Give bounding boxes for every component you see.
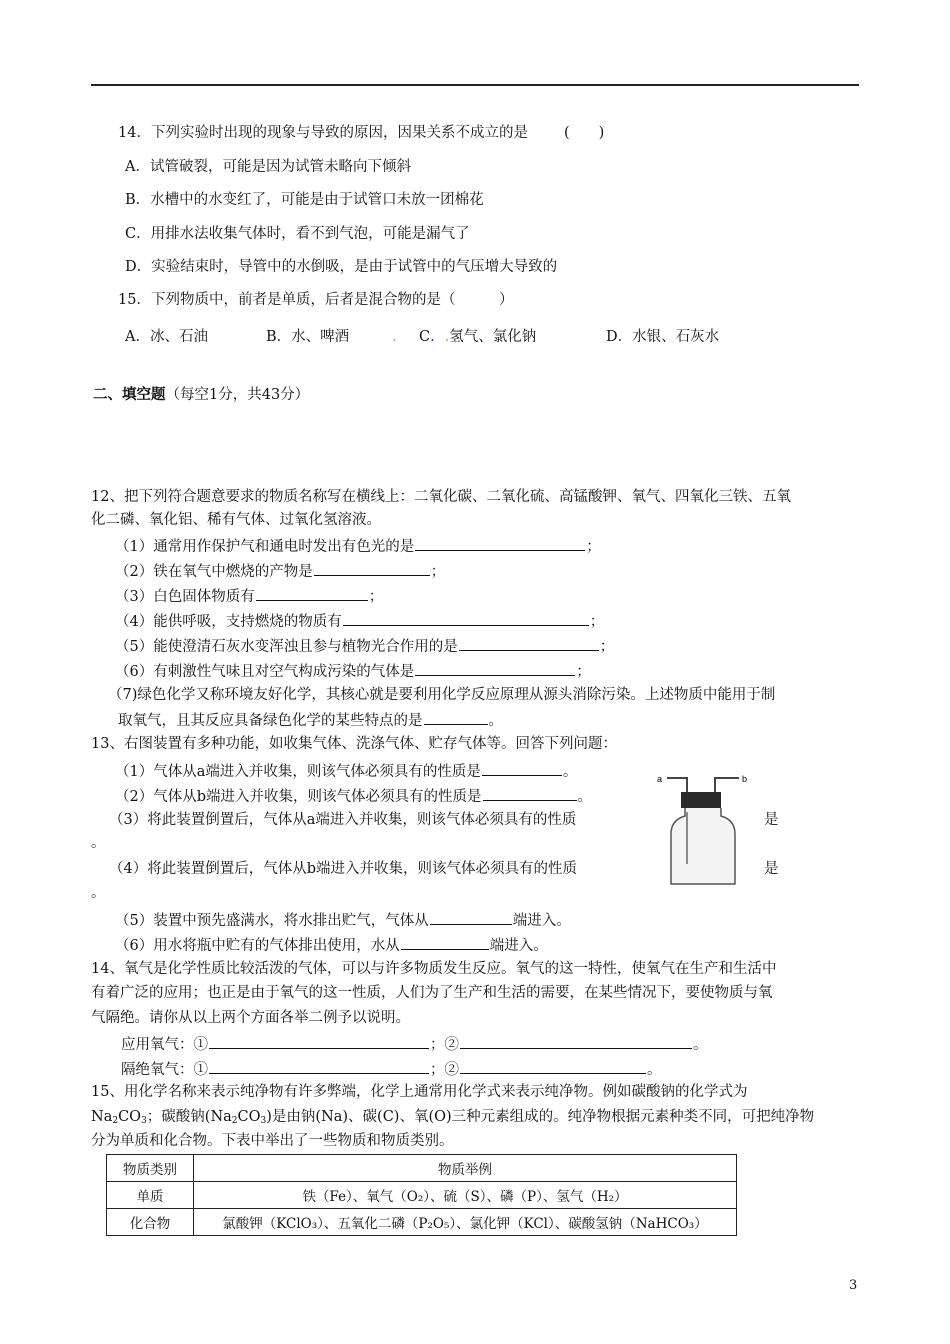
- answer-blank[interactable]: [430, 909, 512, 925]
- page-number: 3: [849, 1278, 858, 1293]
- mc-q15-dot: .: [392, 329, 397, 345]
- answer-blank[interactable]: [424, 709, 488, 725]
- port-a-label: a: [657, 774, 663, 784]
- stopper: [681, 792, 721, 808]
- header-rule: [91, 84, 859, 86]
- answer-blank[interactable]: [256, 585, 368, 601]
- q13-item-3: （3）将此装置倒置后，气体从a端进入并收集，则该气体必须具有的性质: [109, 812, 577, 828]
- mc-q15-option-b: B．水、啤酒: [266, 329, 350, 345]
- substance-category-table: [106, 1154, 737, 1236]
- q12-item-7-line2: 取氧气，且其反应具备绿色化学的某些特点的是 。: [118, 709, 503, 731]
- mc-q14-stem: 14．下列实验时出现的现象与导致的原因，因果关系不成立的是 ( ): [118, 125, 605, 141]
- answer-blank[interactable]: [209, 1033, 429, 1049]
- q12-stem-line1: 12、把下列符合题意要求的物质名称写在横线上：二氧化碳、二氧化硫、高锰酸钾、氧气、四氧化三铁、五氧: [91, 489, 791, 505]
- q12-item-3: （3）白色固体物质有 ；: [115, 585, 383, 607]
- table-header-row: [107, 1155, 737, 1182]
- answer-blank[interactable]: [482, 760, 562, 776]
- q13-item-5: （5）装置中预先盛满水，将水排出贮气，气体从 端进入。: [115, 909, 571, 931]
- mc-q15-option-a: A．冰、石油: [125, 329, 208, 345]
- answer-blank[interactable]: [459, 635, 599, 651]
- table-header-cell: 物质举例: [194, 1155, 737, 1182]
- q15-stem-line3: 分为单质和化合物。下表中举出了一些物质和物质类别。: [91, 1133, 454, 1149]
- q12-item-5: （5）能使澄清石灰水变浑浊且参与植物光合作用的是 ；: [115, 635, 614, 657]
- table-row: [107, 1182, 737, 1209]
- q13-item-6: （6）用水将瓶中贮有的气体排出使用，水从 端进入。: [115, 934, 548, 956]
- q14-apply-line: 应用氧气：① ；② 。: [121, 1033, 708, 1055]
- q13-item-4: （4）将此装置倒置后，气体从b端进入并收集，则该气体必须具有的性质: [109, 861, 578, 877]
- mc-q14-option-a: A．试管破裂，可能是因为试管未略向下倾斜: [125, 159, 411, 175]
- mc-q15-option-d: D．水银、石灰水: [606, 329, 720, 345]
- q14-stem-line2: 有着广泛的应用；也正是由于氧气的这一性质，人们为了生产和生活的需要，在某些情况下，要使物质与氧: [91, 985, 773, 1001]
- mc-q15-stem: 15．下列物质中，前者是单质，后者是混合物的是（ ）: [118, 292, 514, 308]
- answer-blank[interactable]: [401, 934, 489, 950]
- q12-item-7-line1: （7)绿色化学又称环境友好化学，其核心就是要利用化学反应原理从源头消除污染。上述物质中能用于制: [108, 687, 776, 703]
- table-cell: 单质: [107, 1182, 194, 1209]
- answer-blank[interactable]: [483, 785, 577, 801]
- q13-item-4-is: 是: [764, 861, 779, 877]
- q13-item-4-end: 。: [91, 885, 106, 901]
- section-title: 二、填空题（每空1分，共43分）: [93, 386, 310, 403]
- gas-bottle-figure: [655, 772, 751, 888]
- answer-blank[interactable]: [460, 1058, 646, 1074]
- answer-blank[interactable]: [343, 610, 589, 626]
- q14-stem-line3: 气隔绝。请你从以上两个方面各举二例予以说明。: [91, 1010, 410, 1026]
- q12-stem-line2: 化二磷、氧化铝、稀有气体、过氧化氢溶液。: [91, 512, 381, 528]
- bottle-body: [671, 808, 735, 884]
- q14-isolate-line: 隔绝氧气：① ；② 。: [121, 1058, 662, 1080]
- answer-blank[interactable]: [209, 1058, 429, 1074]
- mc-q14-option-b: B．水槽中的水变红了，可能是由于试管口未放一团棉花: [125, 192, 484, 208]
- table-header-cell: 物质类别: [107, 1155, 194, 1182]
- table-cell: 铁（Fe）、氧气（O₂）、硫（S）、磷（P）、氢气（H₂）: [194, 1182, 737, 1209]
- q15-stem-line1: 15、用化学名称来表示纯净物有许多弊端，化学上通常用化学式来表示纯净物。例如碳酸钠的化学式为: [91, 1084, 748, 1100]
- q13-item-2: （2）气体从b端进入并收集，则该气体必须具有的性质是 。: [115, 785, 592, 807]
- q12-item-1: （1）通常用作保护气和通电时发出有色光的是 ；: [115, 535, 601, 557]
- mc-q15-option-c: C．.氢气、氯化钠: [419, 329, 537, 345]
- mc-q14-option-c: C．用排水法收集气体时，看不到气泡，可能是漏气了: [125, 226, 470, 242]
- answer-blank[interactable]: [415, 535, 585, 551]
- port-b-label: b: [742, 774, 748, 784]
- answer-blank[interactable]: [314, 560, 430, 576]
- q13-item-3-end: 。: [91, 835, 106, 851]
- table-cell: 化合物: [107, 1209, 194, 1236]
- table-cell: 氯酸钾（KClO₃）、五氧化二磷（P₂O₅）、氯化钾（KCl）、碳酸氢钠（NaHCO₃）: [194, 1209, 737, 1236]
- q15-stem-line2: $Na_2CO_3$；碳酸钠$(Na_2CO_3)$是由钠(Na)、碳(C)、氧(O)三种元素组成的。纯净物根据元素种类不同，可把纯净物: [91, 1109, 815, 1126]
- q12-item-6: （6）有刺激性气味且对空气构成污染的气体是 ；: [115, 660, 591, 682]
- q12-item-2: （2）铁在氧气中燃烧的产物是 ；: [115, 560, 445, 582]
- q14-stem-line1: 14、氧气是化学性质比较活泼的气体，可以与许多物质发生反应。氧气的这一特性，使氧气在生产和生活中: [91, 961, 777, 977]
- q13-item-1: （1）气体从a端进入并收集，则该气体必须具有的性质是 。: [115, 760, 577, 782]
- answer-blank[interactable]: [460, 1033, 692, 1049]
- q12-item-4: （4）能供呼吸，支持燃烧的物质有 ；: [115, 610, 604, 632]
- mc-q14-option-d: D．实验结束时，导管中的水倒吸，是由于试管中的气压增大导致的: [125, 259, 558, 275]
- answer-blank[interactable]: [415, 660, 575, 676]
- answer-paren: ( ): [563, 125, 605, 141]
- q13-stem: 13、右图装置有多种功能，如收集气体、洗涤气体、贮存气体等。回答下列问题：: [91, 736, 617, 752]
- table-row: [107, 1209, 737, 1236]
- q13-item-3-is: 是: [764, 812, 779, 828]
